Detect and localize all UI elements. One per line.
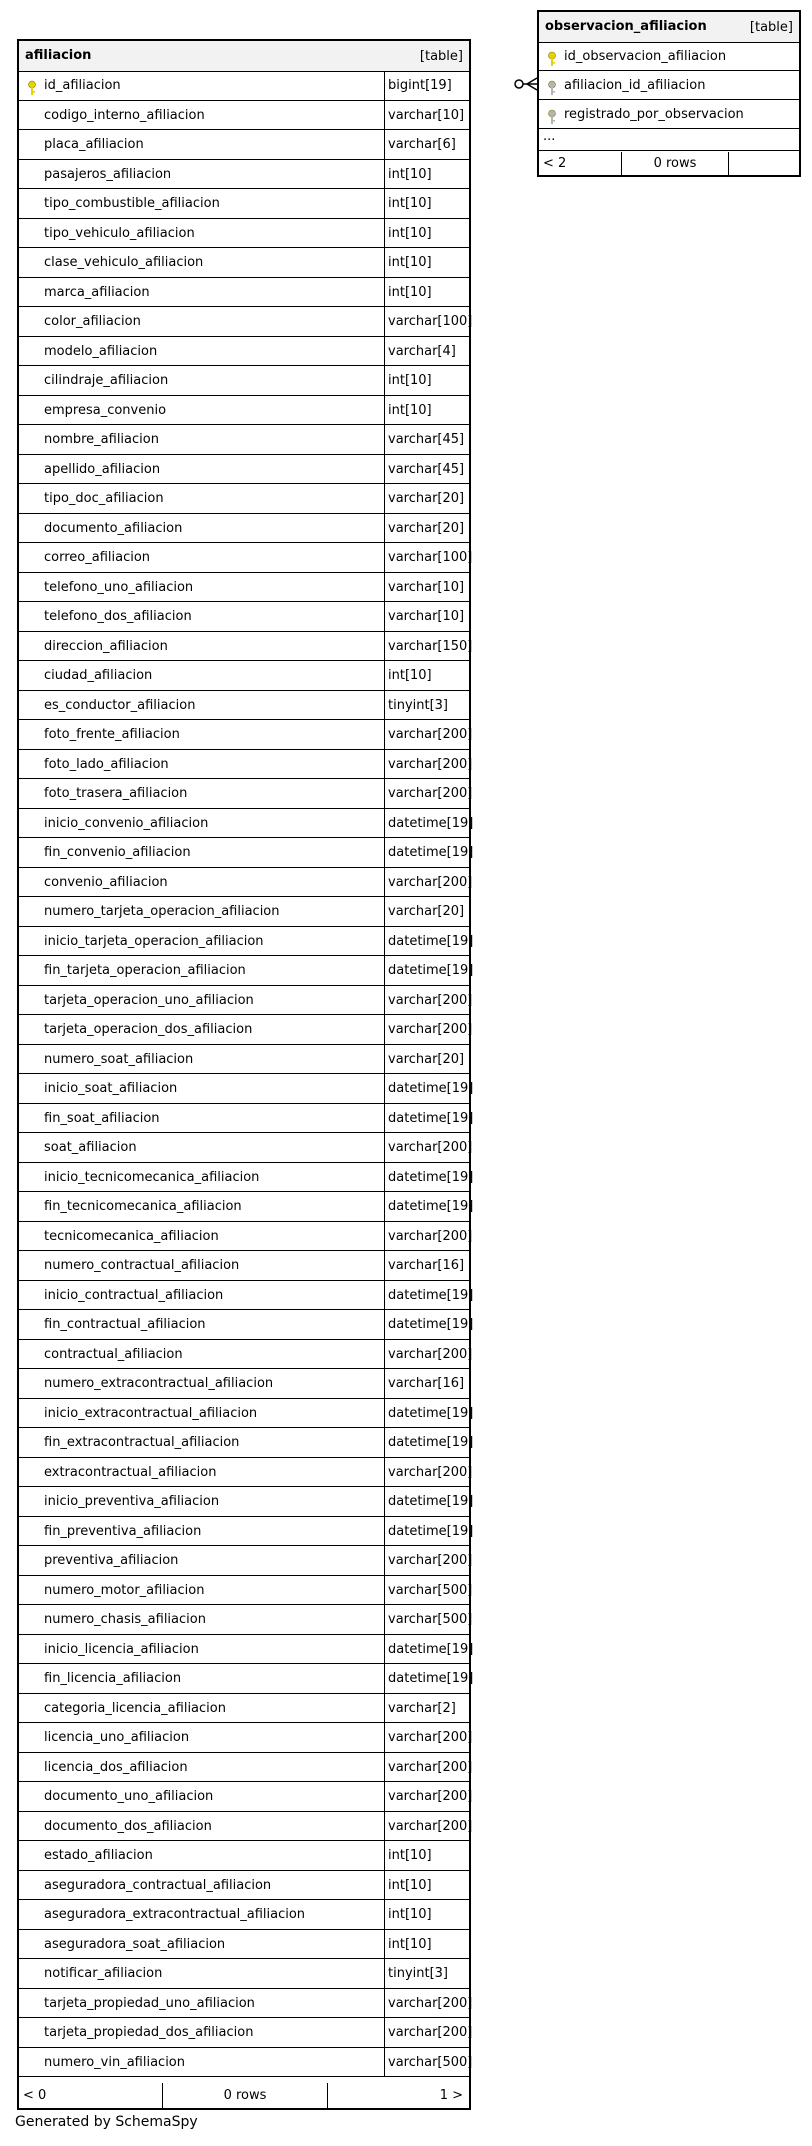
column-type: varchar[200] [388,1818,473,1834]
table-kind: [table] [749,20,793,35]
column-type: int[10] [388,1936,432,1952]
column-name: licencia_dos_afiliacion [44,1759,188,1775]
generated-by-text: Generated by SchemaSpy [15,2114,198,2130]
column-type: bigint[19] [388,78,452,93]
column-name: inicio_licencia_afiliacion [44,1641,199,1657]
column-name: documento_uno_afiliacion [44,1789,214,1804]
column-type: varchar[200] [388,1789,473,1804]
column-name: nombre_afiliacion [44,432,159,447]
footer-children[interactable]: 1 > [439,2088,463,2103]
column-name: tarjeta_propiedad_uno_afiliacion [44,1995,255,2011]
column-name: fin_preventiva_afiliacion [44,1523,202,1539]
column-name: foto_trasera_afiliacion [44,786,188,801]
column-type: varchar[200] [388,1464,473,1480]
column-name: tarjeta_propiedad_dos_afiliacion [44,2025,254,2040]
column-type: varchar[10] [388,609,465,624]
footer-parents[interactable]: < 0 [23,2088,47,2103]
column-type: datetime[19] [388,1641,474,1657]
column-type: varchar[10] [388,107,465,123]
crows-foot-upper [527,78,537,84]
column-name: tecnicomecanica_afiliacion [44,1228,219,1244]
column-type: varchar[20] [388,904,465,919]
column-name: documento_dos_afiliacion [44,1818,212,1834]
column-type: varchar[200] [388,1759,473,1775]
column-name: tarjeta_operacion_dos_afiliacion [44,1022,253,1037]
column-type: varchar[10] [388,579,465,595]
ellipsis: ... [543,129,556,144]
column-type: varchar[45] [388,432,465,447]
column-type: varchar[16] [388,1258,465,1273]
column-type: tinyint[3] [388,1966,449,1981]
column-type: varchar[200] [388,1228,473,1244]
column-type: datetime[19] [388,1199,474,1214]
column-name: color_afiliacion [44,314,141,329]
column-name: soat_afiliacion [44,1140,137,1155]
column-type: varchar[500] [388,1612,473,1627]
column-type: tinyint[3] [388,697,449,713]
column-type: varchar[500] [388,1582,473,1598]
column-name: inicio_convenio_afiliacion [44,815,209,831]
column-name: fin_soat_afiliacion [44,1110,160,1126]
column-name: fin_licencia_afiliacion [44,1671,182,1686]
column-name: ciudad_afiliacion [44,668,153,683]
column-name: tipo_doc_afiliacion [44,491,164,506]
table-name: afiliacion [25,48,92,63]
column-type: varchar[150] [388,638,473,654]
column-type: datetime[19] [388,815,474,831]
column-name: fin_contractual_afiliacion [44,1317,206,1332]
column-name: numero_soat_afiliacion [44,1051,194,1067]
column-name: contractual_afiliacion [44,1346,183,1362]
column-type: datetime[19] [388,1523,474,1539]
column-name: tarjeta_operacion_uno_afiliacion [44,992,254,1008]
column-type: varchar[100] [388,550,473,565]
column-name: inicio_tecnicomecanica_afiliacion [44,1169,260,1185]
column-type: varchar[20] [388,520,465,536]
column-type: datetime[19] [388,933,474,949]
column-type: datetime[19] [388,1671,474,1686]
column-name: inicio_contractual_afiliacion [44,1287,224,1303]
crows-foot-lower [527,84,537,90]
footer-parents[interactable]: < 2 [543,156,567,171]
footer-rows: 0 rows [653,156,697,171]
column-name: cilindraje_afiliacion [44,373,169,388]
column-type: varchar[200] [388,992,473,1008]
column-type: varchar[200] [388,756,473,772]
column-name: fin_tecnicomecanica_afiliacion [44,1199,242,1214]
column-type: varchar[100] [388,314,473,329]
column-name: foto_lado_afiliacion [44,756,169,772]
column-type: varchar[200] [388,1730,473,1745]
column-type: varchar[200] [388,2025,473,2040]
column-name: direccion_afiliacion [44,638,168,654]
column-type: int[10] [388,1848,432,1863]
column-name: fin_convenio_afiliacion [44,845,191,860]
column-name: clase_vehiculo_afiliacion [44,255,204,270]
column-name: empresa_convenio [44,402,167,418]
column-type: int[10] [388,1877,432,1893]
table-kind: [table] [419,49,463,64]
column-name: estado_afiliacion [44,1848,153,1863]
column-type: int[10] [388,166,432,182]
column-name: aseguradora_soat_afiliacion [44,1936,226,1952]
column-type: varchar[20] [388,491,465,506]
column-name: inicio_preventiva_afiliacion [44,1494,220,1509]
column-name: correo_afiliacion [44,550,151,565]
column-name: tipo_vehiculo_afiliacion [44,225,195,241]
column-name: aseguradora_extracontractual_afiliacion [44,1907,306,1922]
column-type: varchar[16] [388,1376,465,1391]
column-name: tipo_combustible_afiliacion [44,196,220,211]
column-name: codigo_interno_afiliacion [44,107,205,123]
column-name: modelo_afiliacion [44,343,158,359]
column-name: es_conductor_afiliacion [44,697,196,713]
column-name: inicio_tarjeta_operacion_afiliacion [44,933,264,949]
column-type: datetime[19] [388,1287,474,1303]
column-name: numero_vin_afiliacion [44,2054,185,2070]
column-name: id_observacion_afiliacion [564,49,727,64]
column-type: varchar[200] [388,874,473,890]
column-name: fin_tarjeta_operacion_afiliacion [44,963,246,978]
column-name: numero_chasis_afiliacion [44,1612,206,1627]
column-type: varchar[200] [388,1346,473,1362]
column-name: marca_afiliacion [44,284,150,300]
column-name: inicio_extracontractual_afiliacion [44,1405,258,1421]
column-type: int[10] [388,255,432,270]
column-name: extracontractual_afiliacion [44,1464,217,1480]
column-name: convenio_afiliacion [44,874,168,890]
column-name: placa_afiliacion [44,137,144,152]
column-type: datetime[19] [388,1405,474,1421]
column-type: varchar[200] [388,786,473,801]
column-type: varchar[200] [388,1995,473,2011]
zero-cardinality-mark [515,80,523,88]
column-name: numero_extracontractual_afiliacion [44,1376,274,1391]
column-type: int[10] [388,284,432,300]
column-type: int[10] [388,373,432,388]
column-name: inicio_soat_afiliacion [44,1081,178,1096]
column-type: int[10] [388,225,432,241]
column-name: telefono_dos_afiliacion [44,609,192,624]
column-name: numero_tarjeta_operacion_afiliacion [44,904,280,919]
column-name: fin_extracontractual_afiliacion [44,1435,240,1450]
column-type: datetime[19] [388,1494,474,1509]
column-name: notificar_afiliacion [44,1966,163,1981]
column-type: varchar[2] [388,1700,456,1716]
column-type: int[10] [388,402,432,418]
column-name: numero_motor_afiliacion [44,1582,205,1598]
column-name: telefono_uno_afiliacion [44,579,194,595]
column-type: varchar[200] [388,1553,473,1568]
table-name: observacion_afiliacion [545,19,707,34]
column-name: preventiva_afiliacion [44,1553,179,1568]
column-name: afiliacion_id_afiliacion [564,78,706,93]
column-name: numero_contractual_afiliacion [44,1258,240,1273]
column-type: varchar[45] [388,461,465,477]
column-type: datetime[19] [388,1317,474,1332]
column-name: categoria_licencia_afiliacion [44,1700,226,1716]
column-name: id_afiliacion [44,78,121,93]
column-type: int[10] [388,668,432,683]
column-type: int[10] [388,196,432,211]
column-name: documento_afiliacion [44,520,183,536]
column-type: varchar[500] [388,2054,473,2070]
column-type: datetime[19] [388,963,474,978]
column-name: foto_frente_afiliacion [44,727,180,742]
column-type: datetime[19] [388,1110,474,1126]
column-type: varchar[200] [388,1140,473,1155]
column-type: varchar[6] [388,137,456,152]
column-type: datetime[19] [388,1435,474,1450]
column-type: varchar[20] [388,1051,465,1067]
column-type: varchar[200] [388,1022,473,1037]
column-name: pasajeros_afiliacion [44,166,172,182]
column-type: int[10] [388,1907,432,1922]
column-name: apellido_afiliacion [44,461,161,477]
column-type: varchar[200] [388,727,473,742]
column-type: varchar[4] [388,343,456,359]
column-type: datetime[19] [388,845,474,860]
column-type: datetime[19] [388,1169,474,1185]
column-name: aseguradora_contractual_afiliacion [44,1877,272,1893]
column-name: licencia_uno_afiliacion [44,1730,190,1745]
column-type: datetime[19] [388,1081,474,1096]
column-name: registrado_por_observacion [564,107,744,122]
footer-rows: 0 rows [223,2088,267,2103]
